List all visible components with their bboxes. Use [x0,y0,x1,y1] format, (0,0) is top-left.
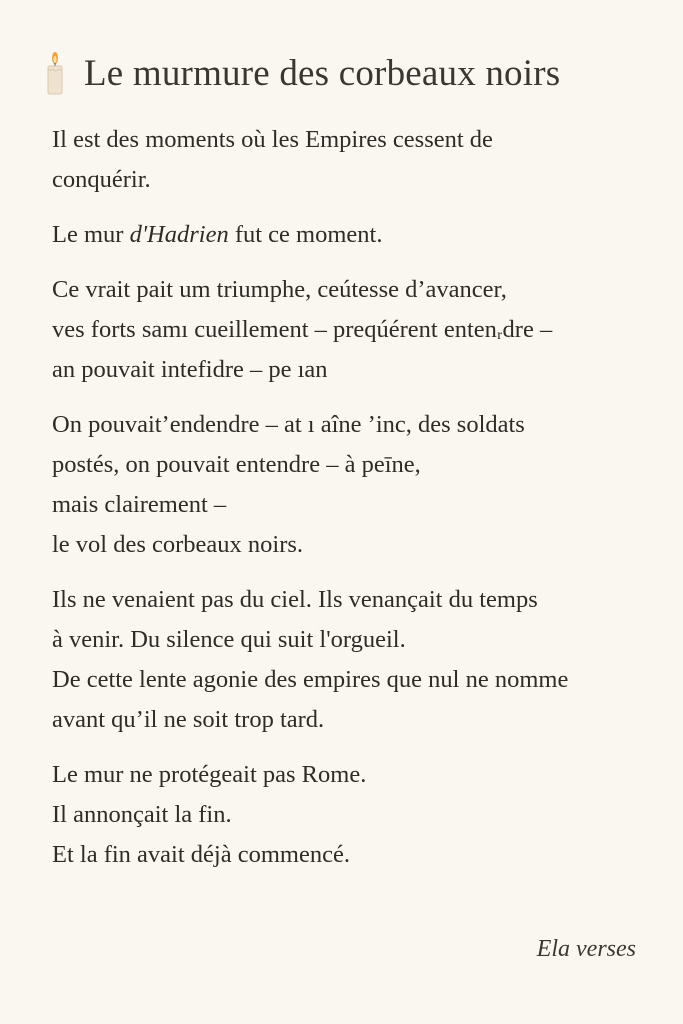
poem-line: Le mur ne protégeait pas Rome. [52,761,367,788]
poem-line: On pouvait’endendre – at ı aîne ’inc, des soldats [52,411,525,438]
poem-line: le vol des corbeaux noirs. [52,531,304,558]
title-row [44,48,664,98]
poem-line [52,215,662,255]
poem-line: De cette lente agonie des empires que nul ne nomme [52,666,569,693]
poem-line: postés, on pouvait entendre – à peīne, [52,451,421,478]
stanza-3 [52,270,662,390]
line-text: fut ce moment. [228,221,383,248]
poem-line: avant qu’il ne soit trop tard. [52,706,325,733]
poem-line: Et la fin avait déjà commencé. [52,841,350,868]
poem-line: an pouvait intefidre – pe ıan [52,356,328,383]
stanza-1 [52,120,662,200]
poem-line: ves forts samı cueillement – preqúérent entenᵣdre – [52,316,553,343]
poem-line: conquérir. [52,166,151,193]
poem-line: Ils ne venaient pas du ciel. Ils venançait du temps [52,586,538,613]
poem-line: Ce vrait pait um triumphe, ceútesse d’avancer, [52,276,507,303]
poem-line: mais clairement – [52,491,227,518]
poem-line: Il annonçait la fin. [52,801,232,828]
line-text: Le mur [52,221,130,248]
candle-icon [44,51,66,95]
stanza-5 [52,580,662,740]
poem-body [52,120,662,890]
stanza-4 [52,405,662,565]
poem-title: Le murmure des corbeaux noirs [84,52,561,94]
signature: Ela verses [536,936,636,962]
italic-emphasis: d'Hadrien [129,221,229,248]
stanza-6 [52,755,662,875]
poem-line: à venir. Du silence qui suit l'orgueil. [52,626,406,653]
stanza-2 [52,215,662,255]
poem-line: Il est des moments où les Empires cessent de [52,126,493,153]
